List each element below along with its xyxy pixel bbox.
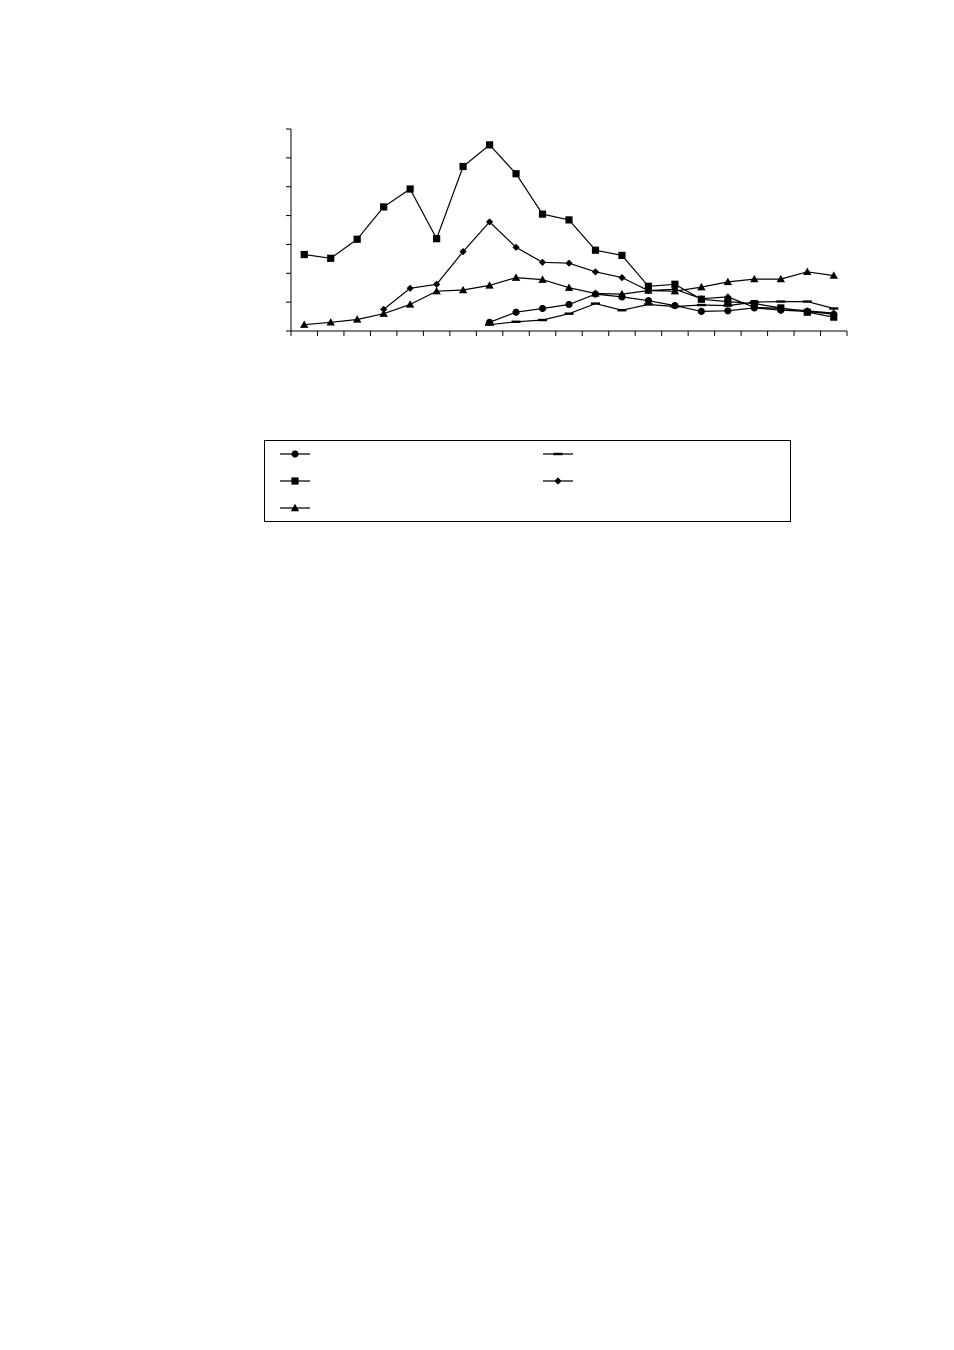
series-4-point	[592, 268, 599, 275]
series-3-point	[380, 203, 387, 210]
series-2-point	[617, 309, 626, 311]
series-3-point	[407, 185, 414, 192]
series-4-point	[618, 274, 625, 281]
series-1-point	[698, 308, 705, 315]
series-1-point	[539, 305, 546, 312]
legend-box	[265, 441, 791, 522]
legend-swatch-marker	[291, 450, 298, 457]
series-2-point	[538, 319, 547, 321]
series-3-point	[512, 170, 519, 177]
plot-area	[286, 129, 847, 336]
series-4-point	[565, 260, 572, 267]
series-2-point	[591, 302, 600, 304]
series-3	[301, 141, 838, 320]
legend	[265, 441, 791, 522]
series-1-point	[512, 309, 519, 316]
series-3-point	[459, 163, 466, 170]
series-2-point	[512, 321, 521, 323]
series-3-point	[354, 236, 361, 243]
series-3-point	[486, 141, 493, 148]
series-2-point	[829, 307, 838, 309]
series-4-point	[539, 259, 546, 266]
series-2-point	[485, 323, 494, 325]
series-5	[300, 268, 838, 328]
series-3-point	[565, 216, 572, 223]
legend-swatch-marker	[554, 453, 563, 455]
series-3-point	[433, 235, 440, 242]
series-3-point	[327, 255, 334, 262]
series-5-point	[406, 300, 414, 307]
legend-swatch-marker	[291, 477, 298, 484]
series-3-point	[539, 211, 546, 218]
series-2	[485, 300, 838, 325]
series-3-point	[301, 251, 308, 258]
series-3-line	[304, 145, 834, 317]
series-2-point	[644, 303, 653, 305]
series-3-point	[592, 247, 599, 254]
series-1-point	[724, 307, 731, 314]
series-3-point	[618, 252, 625, 259]
series-5-point	[803, 268, 811, 275]
series-2-point	[565, 312, 574, 314]
series-4-line	[384, 222, 834, 313]
series-2-point	[697, 304, 706, 306]
series-5-point	[512, 273, 520, 280]
series-2-point	[803, 300, 812, 302]
series-1-point	[645, 297, 652, 304]
series-1-point	[565, 301, 572, 308]
series-2-point	[670, 305, 679, 307]
series-2-point	[776, 300, 785, 302]
